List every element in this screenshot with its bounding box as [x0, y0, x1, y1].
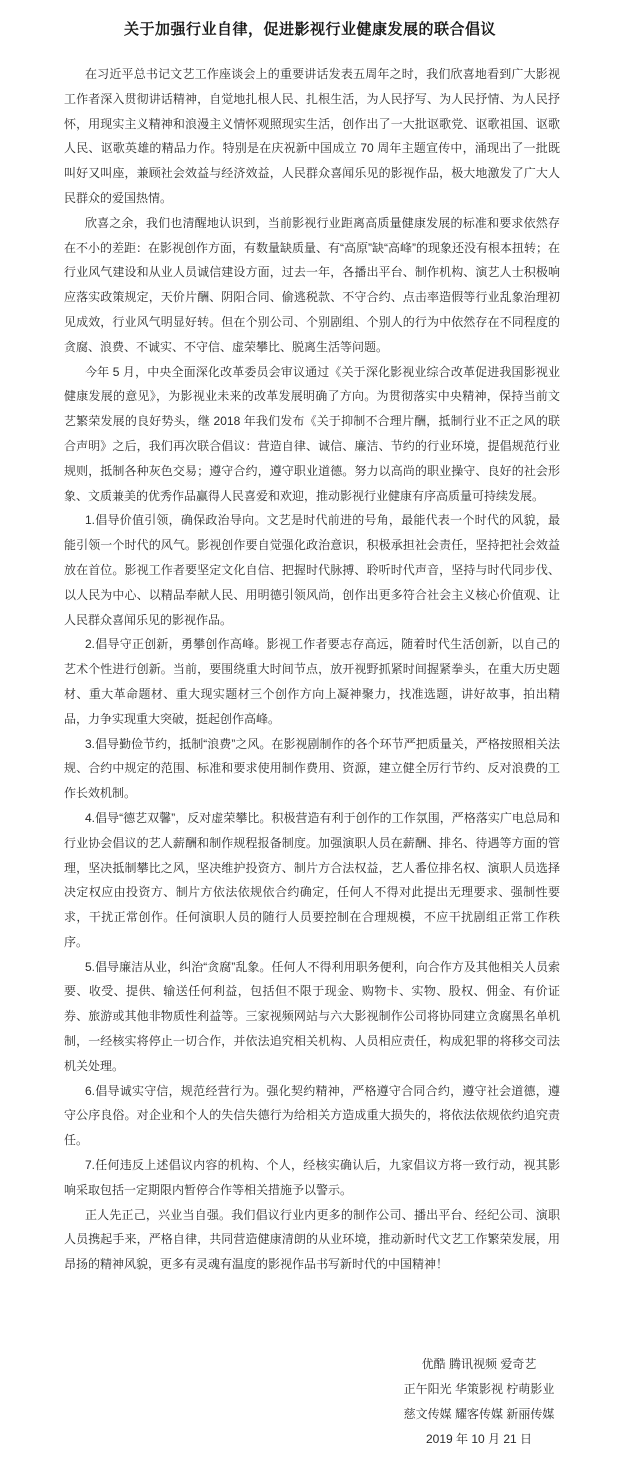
- signature-date: 2019 年 10 月 21 日: [425, 1432, 533, 1446]
- signatory-line-2: 正午阳光 华策影视 柠萌影业: [403, 1382, 555, 1396]
- signatory-line-3: 慈文传媒 耀客传媒 新丽传媒: [403, 1407, 555, 1421]
- paragraph-item-6: 6.倡导诚实守信，规范经营行为。强化契约精神，严格遵守合同合约，遵守社会道德，遵守公序良俗。对企业和个人的失信失德行为给相关方造成重大损失的，将依法依规依约追究责任。: [64, 1083, 560, 1148]
- paragraph-closing: 正人先正己，兴业当自强。我们倡议行业内更多的制作公司、播出平台、经纪公司、演职人员携起手来，严格自律，共同营造健康清朗的从业环境，推动新时代文艺工作繁荣发展，用昂扬的精神风貌，更多有灵魂有温度的影视作品书写新时代的中国精神！: [64, 1207, 560, 1272]
- paragraph-intro-1: 在习近平总书记文艺工作座谈会上的重要讲话发表五周年之时，我们欣喜地看到广大影视工作者深入贯彻讲话精神，自觉地扎根人民、扎根生活，为人民抒写、为人民抒情、为人民抒怀，用现实主义精神和浪漫主义情怀观照现实生活，创作出了一大批讴歌党、讴歌祖国、讴歌人民、讴歌英雄的精品力作。特别是在庆祝新中国成立 70 周年主题宣传中，涌现出了一批既叫好又叫座，兼顾社会效益与经济效益，人民群众喜闻乐见的影视作品，极大地激发了广大人民群众的爱国热情。: [64, 67, 560, 205]
- paragraph-intro-2: 欣喜之余，我们也清醒地认识到，当前影视行业距离高质量健康发展的标准和要求依然存在不小的差距：在影视创作方面，有数量缺质量、有“高原”缺“高峰”的现象还没有根本扭转；在行业风气建设和从业人员诚信建设方面，过去一年，各播出平台、制作机构、演艺人士积极响应落实政策规定，天价片酬、阴阳合同、偷逃税款、不守合约、点击率造假等行业乱象治理初见成效，行业风气明显好转。但在个别公司、个别剧组、个别人的行为中依然存在不同程度的贪腐、浪费、不诚实、不守信、虚荣攀比、脱离生活等问题。: [64, 215, 560, 354]
- document-title: 关于加强行业自律，促进影视行业健康发展的联合倡议: [123, 21, 496, 38]
- paragraph-item-5: 5.倡导廉洁从业，纠治“贪腐”乱象。任何人不得利用职务便利，向合作方及其他相关人员索要、收受、提供、输送任何利益，包括但不限于现金、购物卡、实物、股权、佣金、有价证券、旅游或其他非物质性利益等。三家视频网站与六大影视制作公司将协同建立贪腐黑名单机制，一经核实将停止一切合作，并依法追究相关机构、人员相应责任，构成犯罪的将移交司法机关处理。: [64, 959, 560, 1073]
- paragraph-item-4: 4.倡导“德艺双馨”，反对虚荣攀比。积极营造有利于创作的工作氛围，严格落实广电总局和行业协会倡议的艺人薪酬和制作规程报备制度。加强演职人员在薪酬、排名、待遇等方面的管理，坚决抵制攀比之风，坚决维护投资方、制片方合法权益，艺人番位排名权、演职人员选择决定权应由投资方、制片方依法依规依合约确定，任何人不得对此提出无理要求、强制性要求，干扰正常创作。任何演职人员的随行人员要控制在合理规模，不应干扰剧组正常工作秩序。: [64, 810, 560, 949]
- paragraph-item-2: 2.倡导守正创新，勇攀创作高峰。影视工作者要志存高远，随着时代生活创新，以自己的艺术个性进行创新。当前，要围绕重大时间节点，放开视野抓紧时间握紧拳头，在重大历史题材、重大革命题材、重大现实题材三个创作方向上凝神聚力，找准选题，讲好故事，拍出精品，力争实现重大突破，挺起创作高峰。: [64, 637, 560, 726]
- signatory-line-1: 优酷 腾讯视频 爱奇艺: [421, 1357, 537, 1371]
- paragraph-item-1: 1.倡导价值引领，确保政治导向。文艺是时代前进的号角，最能代表一个时代的风貌，最能引领一个时代的风气。影视创作要自觉强化政治意识，积极承担社会责任，坚持把社会效益放在首位。影视工作者要坚定文化自信、把握时代脉搏、聆听时代声音，坚持与时代同步伐、以人民为中心、以精品奉献人民、用明德引领风尚，创作出更多符合社会主义核心价值观、让人民群众喜闻乐见的影视作品。: [64, 513, 560, 627]
- paragraph-intro-3: 今年 5 月，中央全面深化改革委员会审议通过《关于深化影视业综合改革促进我国影视业健康发展的意见》，为影视业未来的改革发展明确了方向。为贯彻落实中央精神，保持当前文艺繁荣发展的良好势头，继 2018 年我们发布《关于抑制不合理片酬，抵制行业不正之风的联合声明》之后，我们再次联合倡议：营造自律、诚信、廉洁、节约的行业环境，提倡规范行业规则，抵制各种灰色交易；遵守合约，遵守职业道德。努力以高尚的职业操守、良好的社会形象、文质兼美的优秀作品赢得人民喜爱和欢迎，推动影视行业健康有序高质量可持续发展。: [64, 364, 560, 503]
- paragraph-item-7: 7.任何违反上述倡议内容的机构、个人，经核实确认后，九家倡议方将一致行动，视其影响采取包括一定期限内暂停合作等相关措施予以警示。: [64, 1158, 560, 1197]
- signature-block: [379, 1352, 579, 1452]
- paragraph-item-3: 3.倡导勤俭节约，抵制“浪费”之风。在影视剧制作的各个环节严把质量关，严格按照相关法规、合约中规定的范围、标准和要求使用制作费用、资源，建立健全厉行节约、反对浪费的工作长效机制。: [64, 736, 560, 801]
